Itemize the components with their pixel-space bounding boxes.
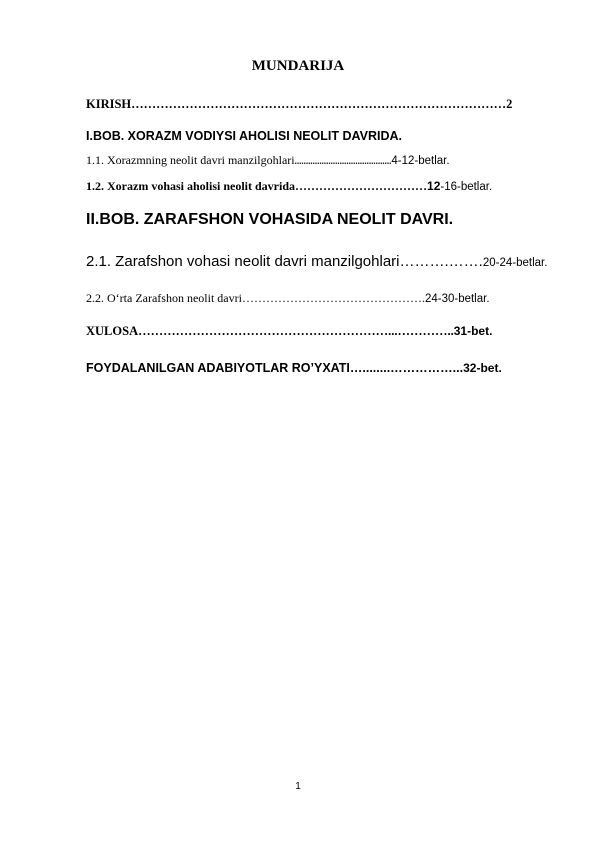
- toc-leader-dots: ……………………………………….: [241, 291, 425, 305]
- toc-leader-dots: ……………………………: [295, 179, 428, 193]
- toc-page-number-rest: -16-betlar.: [440, 181, 493, 193]
- toc-chapter-1-heading: [86, 128, 552, 144]
- toc-leader-dots: …........……………...: [349, 361, 464, 375]
- toc-entry-text: 2.1. Zarafshon vohasi neolit davri manzilgohlari: [86, 253, 400, 270]
- toc-entry-text: FOYDALANILGAN ADABIYOTLAR RO’YXATI: [86, 361, 350, 375]
- toc-page-number-bold: 12: [427, 179, 441, 193]
- toc-page-number: 32-bet.: [463, 361, 502, 375]
- toc-entry-adabiyotlar: [86, 360, 552, 376]
- toc-leader-dots: ……………………………………………………...…………..: [138, 324, 454, 338]
- toc-entry-text: 1.2. Xorazm vohasi aholisi neolit davrida: [86, 179, 296, 193]
- toc-entry-text: I.BOB. XORAZM VODIYSI AHOLISI NEOLIT DAVRIDA.: [86, 129, 402, 143]
- toc-entry-xulosa: [86, 323, 552, 339]
- toc-entry-kirish: [86, 96, 552, 112]
- page-number: 1: [295, 781, 301, 792]
- toc-entry-1-1: [86, 152, 552, 169]
- toc-entry-text: KIRISH: [86, 97, 132, 111]
- toc-entry-2-1: [86, 252, 552, 273]
- toc-entry-text: 1.1. Xorazmning neolit davri manzilgohlari: [86, 153, 295, 167]
- toc-entry-text: II.BOB. ZARAFSHON VOHASIDA NEOLIT DAVRI.: [86, 211, 454, 228]
- page-title: MUNDARIJA: [251, 58, 345, 74]
- toc-leader-dots: ……….…….: [399, 253, 483, 270]
- toc-page-number: 24-30-betlar.: [424, 293, 490, 305]
- toc-page-number: 4-12-betlar.: [391, 155, 450, 167]
- toc-leader-dots: ...........................................: [294, 156, 392, 166]
- toc-chapter-2-heading: [86, 210, 552, 230]
- toc-entry-2-2: [86, 290, 552, 307]
- toc-leader-dots: ………………………………………………………………………………: [131, 97, 507, 111]
- toc-page-number: 20-24-betlar.: [482, 257, 548, 269]
- toc-entry-1-2: [86, 178, 552, 195]
- toc-entry-text: 2.2. O‘rta Zarafshon neolit davri: [86, 291, 242, 305]
- toc-page-number: 31-bet.: [453, 324, 493, 338]
- toc-page-number: 2: [506, 97, 513, 111]
- toc-entry-text: XULOSA: [86, 324, 139, 338]
